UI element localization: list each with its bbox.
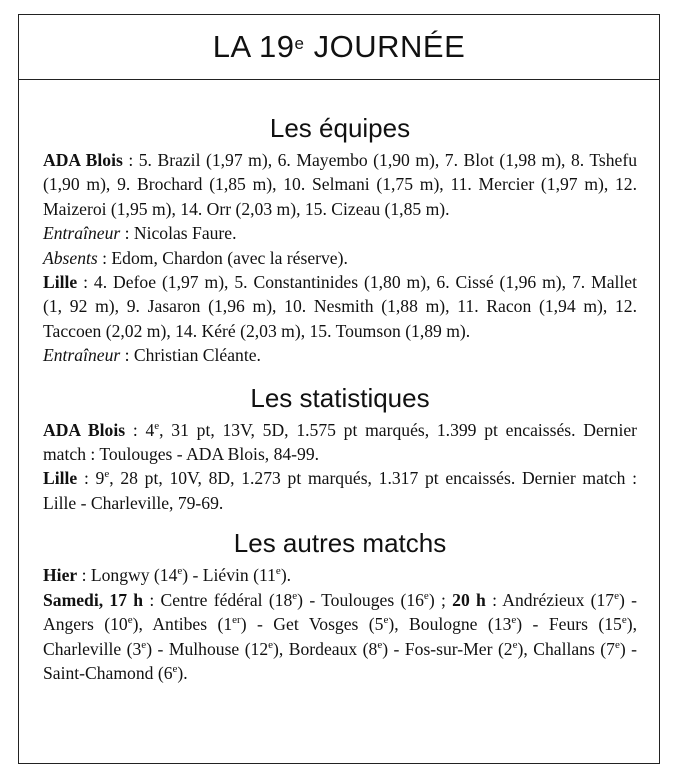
absents-label: Absents xyxy=(43,247,98,268)
samedi-t9: ) - Feurs (15 xyxy=(516,614,622,635)
samedi-t7: ) - Get Vosges (5 xyxy=(240,614,384,635)
coach-blois-value: : Nicolas Faure. xyxy=(120,223,237,244)
absents xyxy=(43,246,637,270)
sup-e: e xyxy=(377,638,383,651)
coach-lille-value: : Christian Cléante. xyxy=(120,345,261,366)
stats-lille xyxy=(43,466,637,515)
samedi-label: Samedi, 17 h xyxy=(43,589,144,610)
players-lille: : 4. Defoe (1,97 m), 5. Constantinides (1,80 m), 6. Cissé (1,96 m), 7. Mallet (1, 92 m), 9. Jasaron (1,96 m), 10. Nesmith (1,88 m), 11. Racon (1,94 m), 12. Taccoen (2,02 m), 14. Kéré (2,03 m), 15. Toumson (1,89 m). xyxy=(43,272,637,341)
sup-e: e xyxy=(614,638,620,651)
article-content xyxy=(19,108,659,685)
sup-e: e xyxy=(621,614,627,627)
samedi-t15: ) - Saint-Chamond (6 xyxy=(43,638,638,683)
team-lille: Lille xyxy=(43,272,78,293)
stats-blois-team: ADA Blois xyxy=(43,419,126,440)
sup-e: e xyxy=(512,638,518,651)
hier-t3: ). xyxy=(280,565,292,586)
title-rest: JOURNÉE xyxy=(304,29,466,64)
samedi-t14: ), Challans (7 xyxy=(517,638,615,659)
heading-equipes: Les équipes xyxy=(269,113,411,143)
samedi-t10: ), Charleville (3 xyxy=(43,614,638,659)
stats-blois xyxy=(43,418,637,467)
sup-e: e xyxy=(127,614,133,627)
stats-blois-sup: e xyxy=(154,419,160,432)
samedi-t3: ) ; xyxy=(428,589,453,610)
samedi-t6: ), Antibes (1 xyxy=(132,614,233,635)
sup-e: e xyxy=(511,614,517,627)
samedi-t2: ) - Toulouges (16 xyxy=(297,589,424,610)
roster-blois xyxy=(43,148,637,221)
hier-t2: ) - Liévin (11 xyxy=(182,565,276,586)
samedi-label2: 20 h xyxy=(452,589,486,610)
stats-blois-post: , 31 pt, 13V, 5D, 1.575 pt marqués, 1.399 pt encaissés. Dernier match : Toulouges - ADA Blois, 84-99. xyxy=(43,419,638,465)
sup-e: e xyxy=(423,589,429,602)
stats-lille-pre: : 9 xyxy=(77,468,105,489)
hier-t1: : Longwy (14 xyxy=(77,565,178,586)
samedi-t8: ), Boulogne (13 xyxy=(388,614,512,635)
samedi-t11: ) - Mulhouse (12 xyxy=(146,638,269,659)
matches-hier xyxy=(43,563,637,587)
stats-lille-sup: e xyxy=(104,468,110,481)
samedi-t5: ) - Angers (10 xyxy=(43,589,638,635)
samedi-t12: ), Bordeaux (8 xyxy=(273,638,378,659)
coach-blois xyxy=(43,221,637,245)
stats-blois-pre: : 4 xyxy=(125,419,155,440)
sup-e: e xyxy=(268,638,274,651)
samedi-t4: : Andrézieux (17 xyxy=(485,589,615,610)
absents-value: : Edom, Chardon (avec la réserve). xyxy=(97,247,348,268)
stats-lille-team: Lille xyxy=(43,468,78,489)
samedi-t1: : Centre fédéral (18 xyxy=(143,589,293,610)
page-title: LA 19 $^e$ JOURNÉE xyxy=(19,15,659,80)
sup-e: e xyxy=(292,589,298,602)
hier-label: Hier xyxy=(43,565,78,586)
team-blois: ADA Blois xyxy=(43,150,123,170)
heading-stats: Les statistiques xyxy=(250,382,430,413)
sup-e: e xyxy=(172,663,178,676)
sup-e: e xyxy=(614,589,619,602)
samedi-t16: ). xyxy=(177,662,188,683)
article-box xyxy=(18,14,660,764)
matches-samedi xyxy=(43,588,637,686)
stats-lille-post: , 28 pt, 10V, 8D, 1.273 pt marqués, 1.317 pt encaissés. Dernier match : Lille - Charleville, 79-69. xyxy=(43,468,637,513)
sup-e: e xyxy=(141,638,147,651)
players-blois: : 5. Brazil (1,97 m), 6. Mayembo (1,90 m), 7. Blot (1,98 m), 8. Tshefu (1,90 m), 9. Brochard (1,85 m), 10. Selmani (1,75 m), 11. Mercier (1,97 m), 12. Maizeroi (1,95 m), 14. Orr (2,03 m), 15. Cizeau (1,85 m). xyxy=(43,150,638,219)
sup-e: e xyxy=(177,565,183,578)
title-main: LA 19 xyxy=(212,29,295,64)
coach-lille-label: Entraîneur xyxy=(43,345,121,366)
coach-lille xyxy=(43,343,637,367)
sup-er: er xyxy=(232,614,241,627)
sup-e: e xyxy=(275,565,281,578)
sup-e: e xyxy=(383,614,389,627)
heading-autres: Les autres matchs xyxy=(233,528,447,559)
coach-blois-label: Entraîneur xyxy=(43,223,121,244)
roster-lille xyxy=(43,270,637,343)
samedi-t13: ) - Fos-sur-Mer (2 xyxy=(382,638,513,659)
